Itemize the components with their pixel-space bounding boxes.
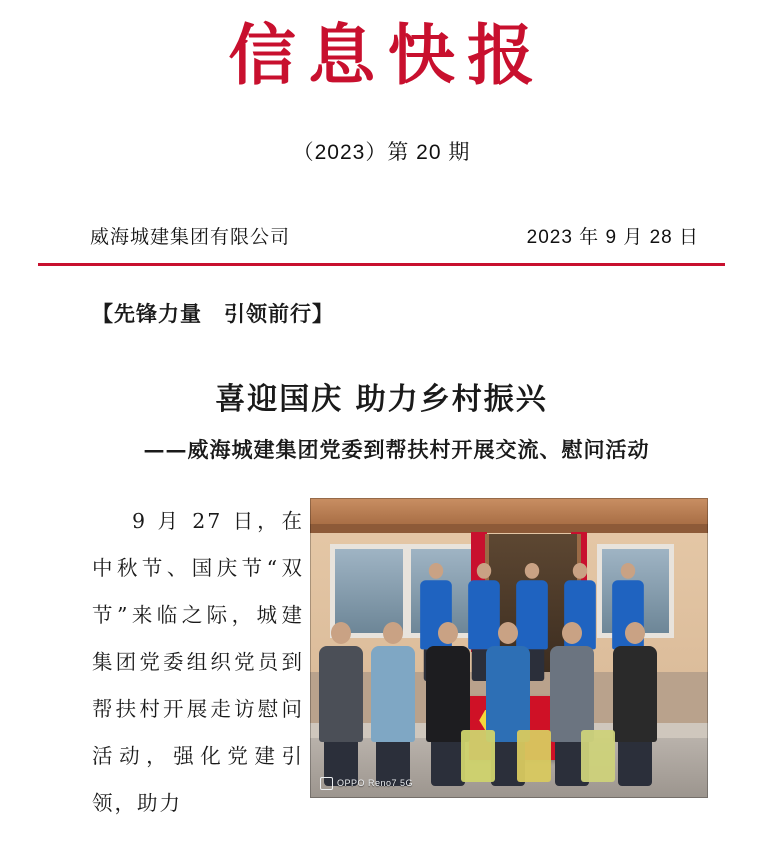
publisher-name: 威海城建集团有限公司 bbox=[90, 226, 291, 248]
photo-person-head bbox=[429, 563, 443, 579]
photo-person-head bbox=[477, 563, 491, 579]
photo-gift-bag-1 bbox=[461, 730, 495, 782]
article-paragraph bbox=[92, 498, 304, 827]
masthead bbox=[0, 0, 763, 166]
photo-roof-eave bbox=[310, 498, 708, 524]
paragraph-text: 9 月 27 日，在中秋节、国庆节“双节”来临之际，城建集团党委组织党员到帮扶村开展走访慰问活动，强化党建引领，助力 bbox=[92, 508, 304, 815]
article-photo bbox=[310, 498, 708, 798]
photo-person-legs bbox=[618, 742, 652, 786]
issue-number: （2023）第 20 期 bbox=[292, 140, 471, 164]
photo-person-head bbox=[573, 563, 587, 579]
photo-roof-shadow bbox=[310, 524, 708, 533]
photo-person-torso bbox=[319, 646, 363, 742]
photo-person-front-2 bbox=[370, 622, 416, 786]
photo-person-head bbox=[383, 622, 403, 644]
photo-person-head bbox=[498, 622, 518, 644]
article-body-area bbox=[0, 498, 763, 827]
photo-person-front-1 bbox=[318, 622, 364, 786]
photo-people-group bbox=[310, 600, 708, 789]
photo-person-front-6 bbox=[612, 622, 658, 786]
photo-gift-bag-2 bbox=[517, 730, 551, 782]
photo-person-head bbox=[562, 622, 582, 644]
photo-person-head bbox=[438, 622, 458, 644]
publisher-row bbox=[34, 222, 729, 249]
article-headline: 喜迎国庆 助力乡村振兴 bbox=[215, 381, 548, 417]
photo-person-head bbox=[525, 563, 539, 579]
photo-person-torso bbox=[371, 646, 415, 742]
photo-person-torso bbox=[486, 646, 530, 742]
article-subheadline: ——威海城建集团党委到帮扶村开展交流、慰问活动 bbox=[143, 436, 650, 462]
section-tag: 【先锋力量 引领前行】 bbox=[92, 300, 334, 326]
photo-illustration bbox=[310, 498, 708, 798]
page-title: 信息快报 bbox=[228, 16, 547, 94]
photo-person-torso bbox=[550, 646, 594, 742]
photo-gift-bag-3 bbox=[581, 730, 615, 782]
publish-date: 2023 年 9 月 28 日 bbox=[526, 226, 699, 248]
header-divider bbox=[38, 263, 725, 266]
photo-watermark-label: OPPO Reno7 5G bbox=[337, 778, 414, 789]
camera-icon bbox=[320, 777, 333, 790]
photo-person-head bbox=[625, 622, 645, 644]
photo-person-torso bbox=[426, 646, 470, 742]
photo-person-torso bbox=[613, 646, 657, 742]
photo-person-head bbox=[331, 622, 351, 644]
photo-person-head bbox=[620, 563, 634, 579]
photo-watermark bbox=[320, 777, 413, 790]
